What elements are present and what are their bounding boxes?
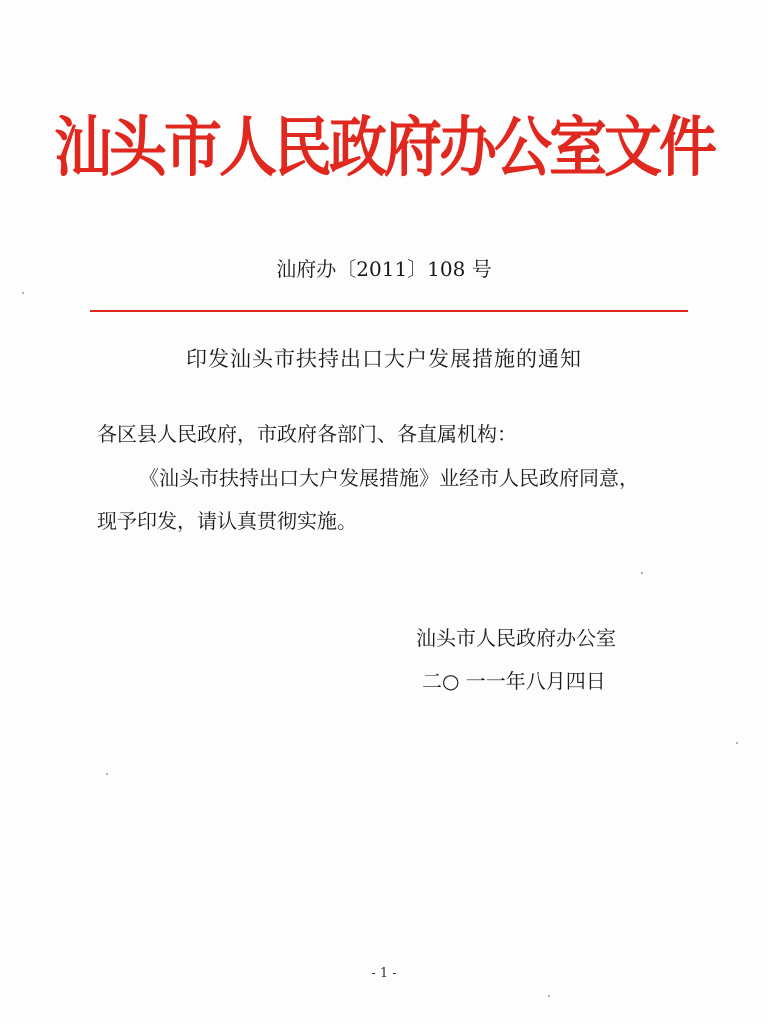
salutation-line: 各区县人民政府，市政府各部门、各直属机构： [97,422,517,446]
scan-speck [106,773,108,775]
scan-speck [548,995,550,997]
header-divider-line [90,310,688,312]
document-number: 汕府办〔2011〕108 号 [276,257,492,281]
issuer-signature: 汕头市人民政府办公室 [416,626,616,650]
notice-title: 印发汕头市扶持出口大户发展措施的通知 [186,347,582,371]
body-text-line-1: 《汕头市扶持出口大户发展措施》业经市人民政府同意， [139,466,639,490]
document-header-title: 汕头市人民政府办公室文件 [53,108,714,186]
body-text-line-2: 现予印发，请认真贯彻实施。 [97,509,357,533]
scan-speck [641,572,643,574]
scan-speck [22,292,24,294]
page-number: - 1 - [371,966,397,981]
scan-speck [736,742,738,744]
issue-date: 二○ 一一年八月四日 [422,669,606,693]
